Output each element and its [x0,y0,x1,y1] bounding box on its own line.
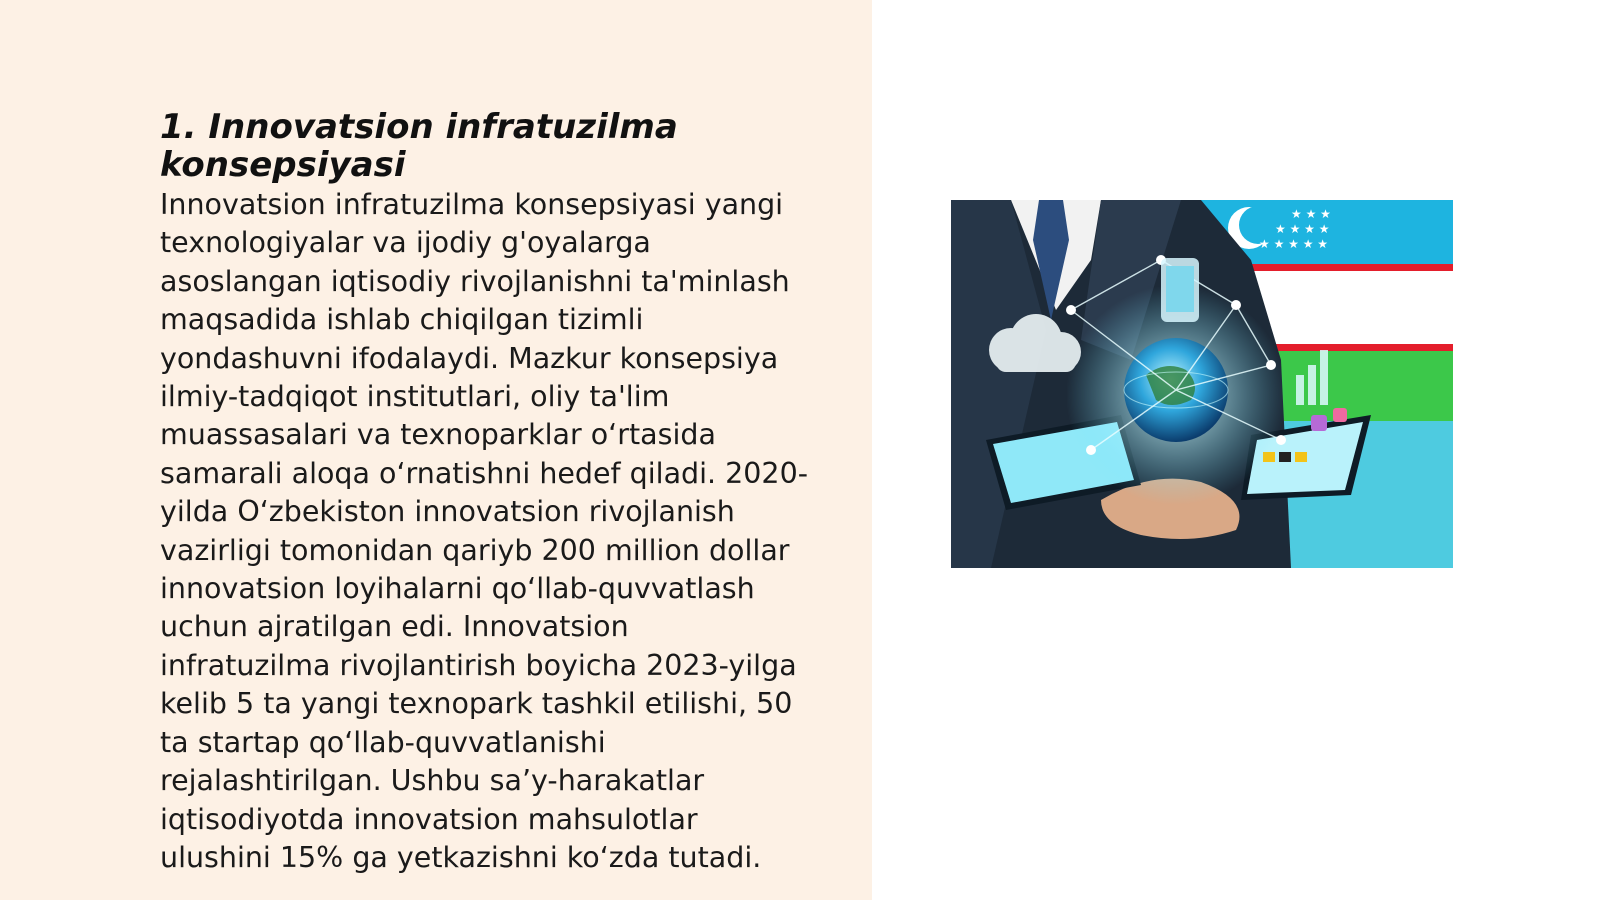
svg-text:★ ★ ★ ★ ★: ★ ★ ★ ★ ★ [1259,237,1329,251]
body-line: asoslangan iqtisodiy rivojlanishni ta'minlash [160,264,790,298]
body-line: yondashuvni ifodalaydi. Mazkur konsepsiya [160,341,779,375]
body-line: texnologiyalar va ijodiy g'oyalarga [160,226,651,260]
body-line: uchun ajratilgan edi. Innovatsion [160,610,629,644]
body-line: kelib 5 ta yangi texnopark tashkil etilishi, 50 [160,687,793,721]
slide-body-text [160,186,838,877]
body-line: iqtisodiyotda innovatsion mahsulotlar [160,802,698,836]
body-line: muassasalari va texnoparklar o‘rtasida [160,418,716,452]
slide-title: 1. Innovatsion infratuzilma konsepsiyasi [160,107,678,185]
innovation-illustration [951,200,1453,568]
body-line: vazirligi tomonidan qariyb 200 million dollar [160,533,790,567]
app-icon [1311,415,1327,431]
svg-text:★ ★ ★: ★ ★ ★ [1291,207,1331,221]
body-line: ta startap qo‘llab-quvvatlanishi [160,725,606,759]
body-line: rejalashtirilgan. Ushbu sa’y-harakatlar [160,764,705,798]
body-line: Innovatsion infratuzilma konsepsiyasi yangi [160,188,784,221]
smartphone-icon [1161,258,1199,322]
body-line: yilda O‘zbekiston innovatsion rivojlanish [160,495,735,529]
body-line: infratuzilma rivojlantirish boyicha 2023-yilga [160,648,797,682]
svg-text:★ ★ ★ ★: ★ ★ ★ ★ [1275,222,1330,236]
body-line: maqsadida ishlab chiqilgan tizimli [160,303,644,337]
body-line: ilmiy-tadqiqot institutlari, oliy ta'lim [160,380,670,414]
body-line: innovatsion loyihalarni qo‘llab-quvvatlash [160,572,755,606]
body-line: samarali aloqa o‘rnatishni hedef qiladi. 2020- [160,456,808,490]
app-icon [1333,408,1347,422]
body-line: ulushini 15% ga yetkazishni ko‘zda tutadi. [160,840,762,874]
